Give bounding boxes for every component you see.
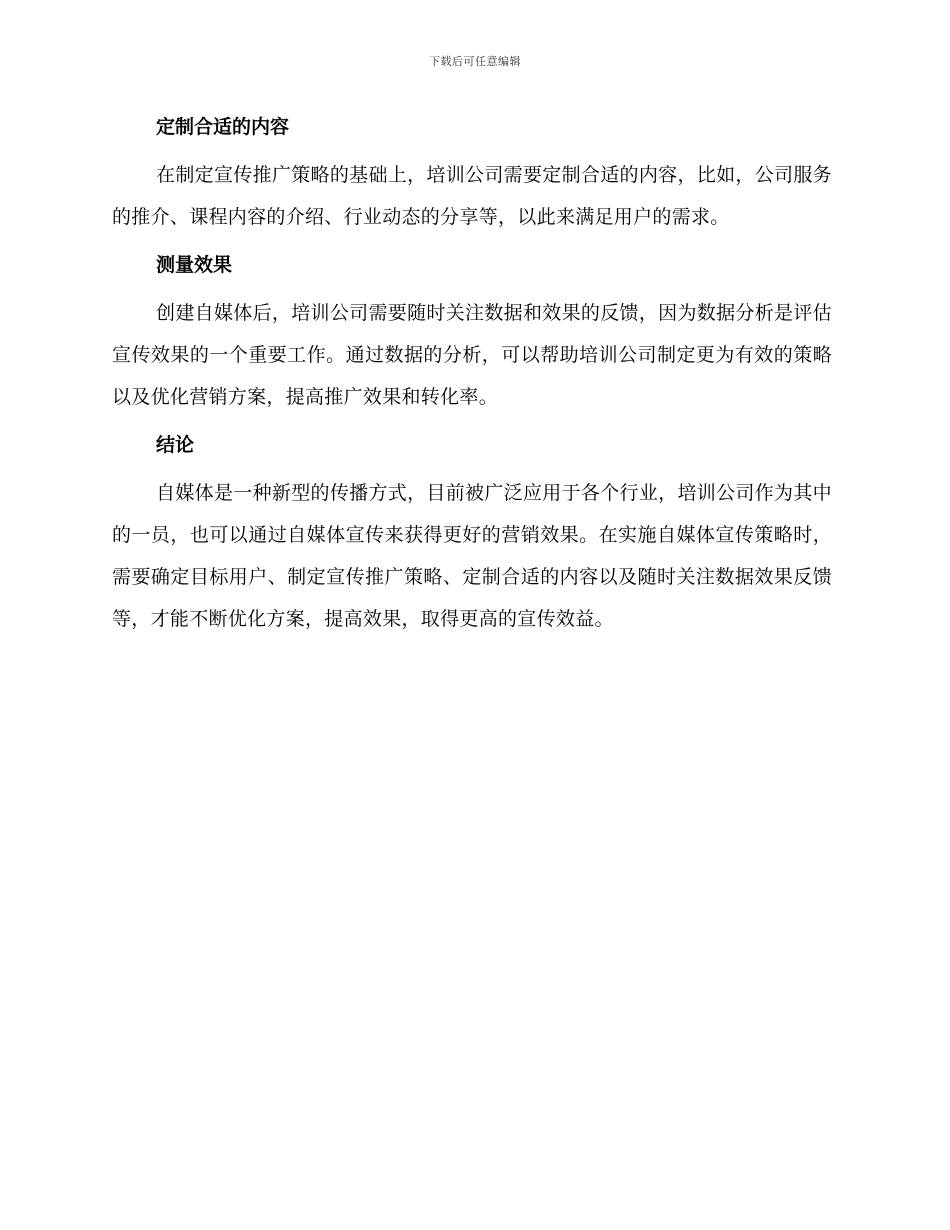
section-conclusion (112, 426, 832, 640)
section-heading: 测量效果 (156, 254, 233, 276)
section-heading: 结论 (156, 434, 195, 456)
section-measure-effect (112, 246, 832, 418)
document-body (112, 108, 832, 648)
section-heading: 定制合适的内容 (156, 116, 290, 138)
section-paragraph: 在制定宣传推广策略的基础上，培训公司需要定制合适的内容，比如，公司服务的推介、课程内容的介绍、行业动态的分享等，以此来满足用户的需求。 (112, 164, 832, 228)
page-header-note: 下载后可任意编辑 (429, 55, 521, 68)
section-paragraph: 创建自媒体后，培训公司需要随时关注数据和效果的反馈，因为数据分析是评估宣传效果的一个重要工作。通过数据的分析，可以帮助培训公司制定更为有效的策略以及优化营销方案，提高推广效果和转化率。 (112, 302, 832, 408)
section-custom-content (112, 108, 832, 238)
section-paragraph: 自媒体是一种新型的传播方式，目前被广泛应用于各个行业，培训公司作为其中的一员，也可以通过自媒体宣传来获得更好的营销效果。在实施自媒体宣传策略时，需要确定目标用户、制定宣传推广策略、定制合适的内容以及随时关注数据效果反馈等，才能不断优化方案，提高效果，取得更高的宣传效益。 (112, 482, 832, 630)
